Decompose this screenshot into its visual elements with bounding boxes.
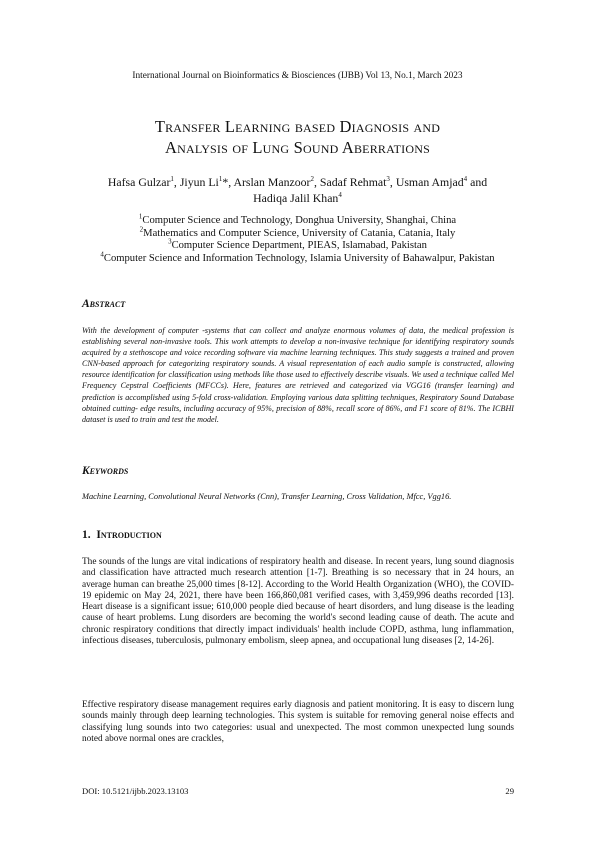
title-line-2: Analysis of Lung Sound Aberrations: [165, 138, 430, 157]
author-5: Usman Amjad$^4$ and: [395, 175, 488, 189]
abstract-text: With the development of computer -systems that can collect and analyze enormous volumes of data, the medical profession is establishing several non-invasive tools. This work attempts to develop a non-invasive technique for identifying respiratory sounds acquired by a stethoscope and voice recording software via machine learning techniques. This study suggests a trained and proven CNN-based approach for categorizing respiratory sounds. A visual representation of each audio sample is constructed, allowing resource identification for classification using methods like those used to effectively describe visuals. We used a technique called Mel Frequency Cepstral Coefficients (MFCCs). Here, features are retrieved and categorized via VGG16 (transfer learning) and prediction is accomplished using 5-fold cross-validation. Employing various data splitting techniques, Respiratory Sound Database obtained cutting- edge results, including accuracy of 95%, precision of 88%, recall score of 86%, and F1 score of 81%. The ICBHI dataset is used to train and test the model.: [82, 326, 514, 424]
doi-footer: DOI: 10.5121/ijbb.2023.13103: [82, 786, 189, 796]
abstract-heading: Abstract: [82, 298, 126, 310]
paper-title: [60, 116, 535, 158]
running-header: International Journal on Bioinformatics & Biosciences (IJBB) Vol 13, No.1, March 2023: [132, 71, 463, 81]
keywords-heading: Keywords: [82, 465, 129, 477]
affiliation-2: $^2$Mathematics and Computer Science, University of Catania, Catania, Italy: [139, 225, 456, 239]
affiliation-3: $^3$Computer Science Department, PIEAS, Islamabad, Pakistan: [168, 237, 427, 252]
author-list: [60, 174, 535, 206]
section-title: Introduction: [96, 529, 162, 541]
introduction-paragraph-1: The sounds of the lungs are vital indications of respiratory health and disease. In recent years, lung sound diagnosis and classification have attracted much research attention [1-7]. Breathing is so necessary that in 24 hours, an average human can breathe 25,000 times [8-12]. According to the World Health Organization (WHO), the COVID-19 epidemic on May 24, 2021, there have been 166,860,081 verified cases, with 3,459,996 deaths recorded [13]. Heart disease is a significant issue; 610,000 people died because of heart disorders, and lung disease is the leading cause of heart problems. Lung disorders are becoming the world's second leading cause of death. The acute and chronic respiratory conditions that directly impact individuals' health include COPD, asthma, lung inflammation, infectious diseases, tuberculosis, pulmonary embolism, sleep apnea, and occupational lung diseases [2, 14-26].: [82, 557, 514, 647]
section-number: 1.: [82, 529, 91, 541]
author-4: Sadaf Rehmat$^3$,: [319, 175, 396, 189]
introduction-paragraph-2: Effective respiratory disease management requires early diagnosis and patient monitoring. It is easy to discern lung sounds mainly through deep learning technologies. This system is suitable for removing general noise effects and classifying lung sounds into two categories: usual and unexpected. The most common unexpected lung sounds noted above normal ones are crackles,: [82, 700, 514, 744]
author-3: Arslan Manzoor$^2$,: [233, 175, 320, 189]
keywords-text: Machine Learning, Convolutional Neural Networks (Cnn), Transfer Learning, Cross Validation, Mfcc, Vgg16.: [82, 492, 452, 501]
author-6: Hadiqa Jalil Khan$^4$: [253, 191, 342, 205]
affiliation-4: $^4$Computer Science and Information Technology, Islamia University of Bahawalpur, Pakistan: [100, 250, 495, 264]
page-number: 29: [505, 786, 514, 796]
affiliation-1: $^1$Computer Science and Technology, Donghua University, Shanghai, China: [138, 212, 457, 226]
affiliation-list: [60, 212, 535, 265]
author-2: Jiyun Li$^1$*,: [179, 175, 234, 189]
title-line-1: Transfer Learning based Diagnosis and: [154, 117, 441, 136]
author-1: Hafsa Gulzar$^1$,: [107, 175, 180, 189]
introduction-heading: [82, 529, 162, 541]
